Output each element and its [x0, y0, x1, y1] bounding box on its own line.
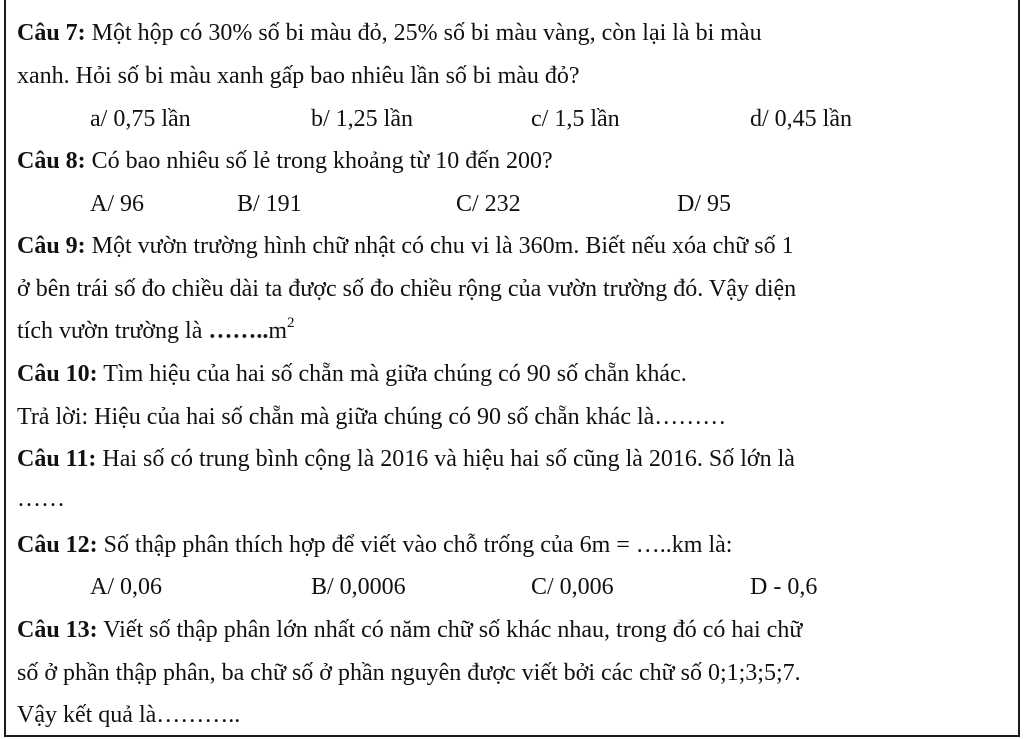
q10-text1: Tìm hiệu của hai số chẵn mà giữa chúng có 90 số chẵn khác. — [97, 361, 687, 387]
q11-line1 — [17, 444, 795, 474]
q10-line1 — [17, 359, 687, 389]
q11-line2: …… — [17, 486, 65, 512]
q13-line3: Vậy kết quả là……….. — [17, 702, 241, 728]
q7-option-b: b/ 1,25 lần — [311, 106, 413, 132]
q9-unit-sup: 2 — [287, 315, 295, 331]
q11-label: Câu 11: — [17, 446, 97, 472]
q9-text1: Một vườn trường hình chữ nhật có chu vi là 360m. Biết nếu xóa chữ số 1 — [85, 233, 794, 259]
q11-text1: Hai số có trung bình cộng là 2016 và hiệu hai số cũng là 2016. Số lớn là — [96, 446, 795, 472]
q12-option-b: B/ 0,0006 — [311, 574, 406, 600]
q8-option-c: C/ 232 — [456, 191, 521, 217]
q7-option-c: c/ 1,5 lần — [531, 106, 620, 132]
q7-option-d: d/ 0,45 lần — [750, 106, 852, 132]
q8-line1 — [17, 146, 553, 176]
q9-line1 — [17, 231, 794, 261]
q7-line2: xanh. Hỏi số bi màu xanh gấp bao nhiêu lần số bi màu đỏ? — [17, 63, 580, 89]
q8-option-b: B/ 191 — [237, 191, 302, 217]
q8-label: Câu 8: — [17, 148, 86, 174]
q8-option-d: D/ 95 — [677, 191, 731, 217]
q13-label: Câu 13: — [17, 617, 98, 643]
q9-text3: tích vườn trường là — [17, 318, 209, 344]
q7-text1: Một hộp có 30% số bi màu đỏ, 25% số bi màu vàng, còn lại là bi màu — [85, 20, 762, 46]
q9-blank: …….. — [208, 318, 269, 344]
q9-label: Câu 9: — [17, 233, 86, 259]
q12-line1 — [17, 530, 732, 560]
q13-line1 — [17, 615, 802, 645]
q12-text1: Số thập phân thích hợp để viết vào chỗ trống của 6m = …..km là: — [97, 532, 733, 558]
q13-text1: Viết số thập phân lớn nhất có năm chữ số khác nhau, trong đó có hai chữ — [97, 617, 803, 643]
q10-line2: Trả lời: Hiệu của hai số chẵn mà giữa chúng có 90 số chẵn khác là……… — [17, 404, 727, 430]
q7-label: Câu 7: — [17, 20, 86, 46]
q7-option-a: a/ 0,75 lần — [90, 106, 191, 132]
q9-line3 — [17, 316, 295, 346]
q9-line2: ở bên trái số đo chiều dài ta được số đo chiều rộng của vườn trường đó. Vậy diện — [17, 276, 797, 302]
q12-option-a: A/ 0,06 — [90, 574, 162, 600]
q7-line1 — [17, 18, 762, 48]
q12-label: Câu 12: — [17, 532, 98, 558]
q10-label: Câu 10: — [17, 361, 98, 387]
q12-option-c: C/ 0,006 — [531, 574, 614, 600]
q9-unit: m — [268, 318, 288, 344]
q8-option-a: A/ 96 — [90, 191, 144, 217]
q8-text1: Có bao nhiêu số lẻ trong khoảng từ 10 đến 200? — [85, 148, 553, 174]
q13-line2: số ở phần thập phân, ba chữ số ở phần nguyên được viết bởi các chữ số 0;1;3;5;7. — [17, 660, 801, 686]
q12-option-d: D - 0,6 — [750, 574, 818, 600]
